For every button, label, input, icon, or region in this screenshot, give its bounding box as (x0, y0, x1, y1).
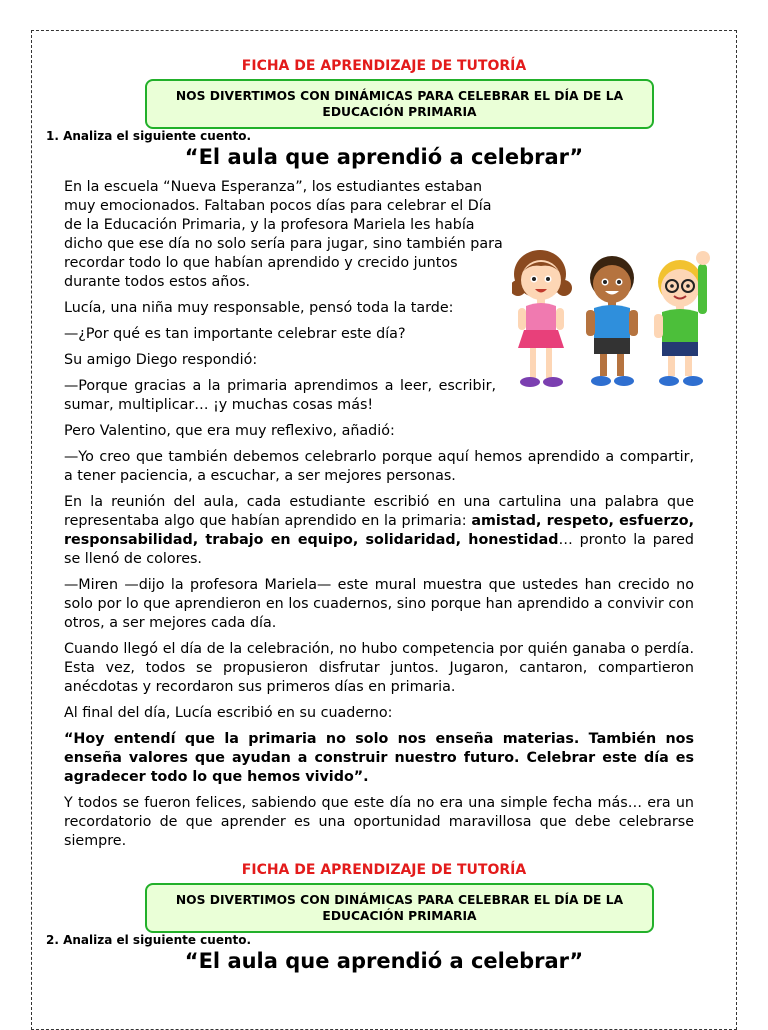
story-paragraph: —¿Por qué es tan importante celebrar este día? (64, 326, 406, 342)
story-paragraph: —Porque gracias a la primaria aprendimos a leer, escribir, sumar, multiplicar… ¡y muchas cosas más! (64, 378, 496, 413)
boy-glasses-figure (654, 251, 710, 386)
values-list: amistad, respeto, esfuerzo, responsabilidad, trabajo en equipo, solidaridad, honestidad (64, 513, 694, 548)
story-title: “El aula que aprendió a celebrar” (184, 949, 584, 973)
boy-figure (586, 256, 638, 386)
story-paragraph: —Yo creo que también debemos celebrarlo porque aquí hemos aprendido a compartir, a tener paciencia, a escuchar, a ser mejores personas. (64, 449, 694, 484)
activity-instruction: 1. Analiza el siguiente cuento. (46, 129, 252, 143)
story-paragraph: Lucía, una niña muy responsable, pensó toda la tarde: (64, 300, 454, 316)
story-paragraph: En la reunión del aula, cada estudiante escribió en una cartulina una palabra que representaba algo que habían aprendido en la primaria: amistad, respeto, esfuerzo, responsabilidad, trabajo en equipo, solidaridad, honestidad… pronto la pared se llenó de colores. (64, 494, 694, 567)
story-paragraph: Y todos se fueron felices, sabiendo que este día no era una simple fecha más… era un recordatorio de que aprender es una oportunidad maravillosa que debe celebrarse siempre. (64, 795, 694, 849)
story-paragraph: En la escuela “Nueva Esperanza”, los estudiantes estaban muy emocionados. Faltaban pocos días para celebrar el Día de la Educación Primaria, y la profesora Mariela les había dicho que ese día no solo sería para jugar, sino también para recordar todo lo que habían aprendido y crecido juntos durante todos estos años. (64, 179, 503, 290)
story-paragraph: Al final del día, Lucía escribió en su cuaderno: (64, 705, 393, 721)
ficha-title: FICHA DE APRENDIZAJE DE TUTORÍA (241, 58, 527, 74)
topic-box (145, 79, 654, 129)
topic-text: NOS DIVERTIMOS CON DINÁMICAS PARA CELEBRAR EL DÍA DE LA EDUCACIÓN PRIMARIA (175, 893, 624, 923)
story-paragraph: Su amigo Diego respondió: (64, 352, 258, 368)
lucia-quote: “Hoy entendí que la primaria no solo nos enseña materias. También nos enseña valores que ayudan a construir nuestro futuro. Celebrar este día es agradecer todo lo que hemos vivido”. (64, 731, 694, 785)
activity-instruction: 2. Analiza el siguiente cuento. (46, 933, 252, 947)
story-paragraph: Cuando llegó el día de la celebración, no hubo competencia por quién ganaba o perdía. Esta vez, todos se propusieron disfrutar juntos. Jugaron, cantaron, compartieron anécdotas y recordaron sus primeros días en primaria. (64, 641, 694, 695)
story-paragraph: Pero Valentino, que era muy reflexivo, añadió: (64, 423, 395, 439)
story-paragraph: —Miren —dijo la profesora Mariela— este mural muestra que ustedes han crecido no solo por lo que aprendieron en los cuadernos, sino porque han aprendido a convivir con otros, a ser mejores cada día. (64, 577, 694, 631)
topic-text: NOS DIVERTIMOS CON DINÁMICAS PARA CELEBRAR EL DÍA DE LA EDUCACIÓN PRIMARIA (175, 89, 624, 119)
ficha-title: FICHA DE APRENDIZAJE DE TUTORÍA (241, 862, 527, 878)
topic-box (145, 883, 654, 933)
girl-figure (512, 250, 572, 387)
children-illustration (512, 244, 724, 394)
story-title: “El aula que aprendió a celebrar” (184, 145, 584, 169)
